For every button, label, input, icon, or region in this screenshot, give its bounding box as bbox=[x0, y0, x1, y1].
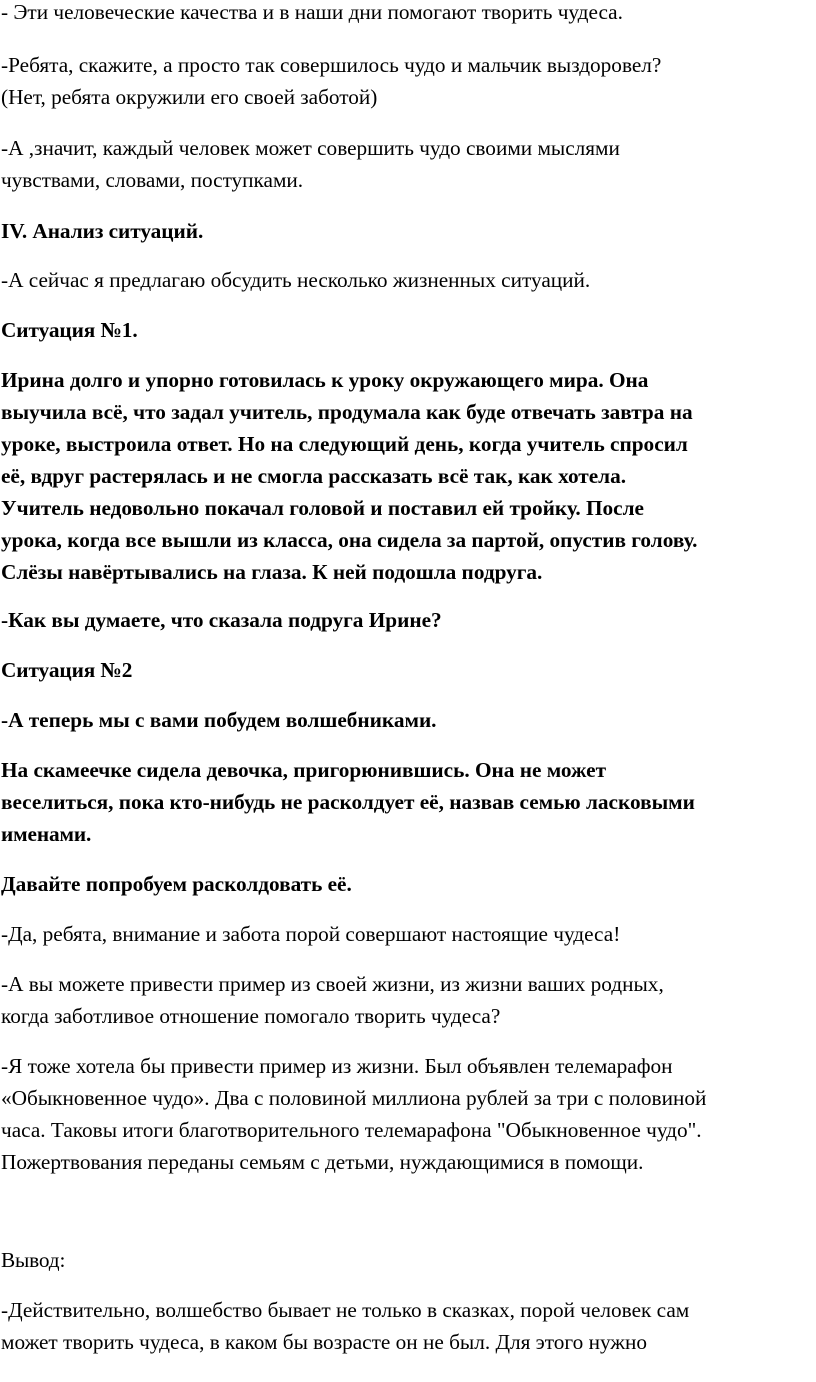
text-line: чувствами, словами, поступками. bbox=[1, 168, 304, 192]
text-line: Учитель недовольно покачал головой и поставил ей тройку. После bbox=[1, 496, 644, 520]
text-line: -Ребята, скажите, а просто так совершилось чудо и мальчик выздоровел? bbox=[1, 53, 662, 77]
paragraph-p11 bbox=[1, 754, 815, 850]
text-line: На скамеечке сидела девочка, пригорюнившись. Она не может bbox=[1, 758, 607, 782]
text-line: может творить чудеса, в каком бы возрасте он не был. Для этого нужно bbox=[1, 1330, 648, 1354]
paragraph-p9 bbox=[1, 654, 815, 686]
text-line: -А ,значит, каждый человек может совершить чудо своими мыслями bbox=[1, 136, 620, 160]
text-line: (Нет, ребята окружили его своей заботой) bbox=[1, 85, 378, 109]
text-line: Пожертвования переданы семьям с детьми, нуждающимися в помощи. bbox=[1, 1150, 644, 1174]
paragraph-p1 bbox=[1, 0, 815, 28]
paragraph-p14 bbox=[1, 968, 815, 1032]
text-line: когда заботливое отношение помогало творить чудеса? bbox=[1, 1004, 501, 1028]
paragraph-p7 bbox=[1, 364, 815, 588]
paragraph-p8 bbox=[1, 604, 815, 636]
paragraph-p4 bbox=[1, 215, 815, 247]
paragraph-p6 bbox=[1, 314, 815, 346]
paragraph-p5 bbox=[1, 264, 815, 296]
text-line: -А теперь мы с вами побудем волшебниками. bbox=[1, 708, 437, 732]
text-line: -Да, ребята, внимание и забота порой совершают настоящие чудеса! bbox=[1, 922, 621, 946]
text-line: IV. Анализ ситуаций. bbox=[1, 219, 204, 243]
text-line: -Как вы думаете, что сказала подруга Ирине? bbox=[1, 608, 442, 632]
text-line: Ситуация №1. bbox=[1, 318, 138, 342]
text-line: Вывод: bbox=[1, 1248, 66, 1272]
paragraph-p15 bbox=[1, 1050, 815, 1178]
text-line: Ситуация №2 bbox=[1, 658, 133, 682]
text-line: -Я тоже хотела бы привести пример из жизни. Был объявлен телемарафон bbox=[1, 1054, 673, 1078]
text-line: Давайте попробуем расколдовать её. bbox=[1, 872, 352, 896]
text-line: её, вдруг растерялась и не смогла рассказать всё так, как хотела. bbox=[1, 464, 627, 488]
text-line: -А сейчас я предлагаю обсудить несколько жизненных ситуаций. bbox=[1, 268, 591, 292]
text-line: выучила всё, что задал учитель, продумала как буде отвечать завтра на bbox=[1, 400, 693, 424]
paragraph-p10 bbox=[1, 704, 815, 736]
paragraph-p3 bbox=[1, 132, 815, 196]
paragraph-p2 bbox=[1, 49, 815, 113]
text-line: - Эти человеческие качества и в наши дни помогают творить чудеса. bbox=[1, 0, 623, 24]
paragraph-p12 bbox=[1, 868, 815, 900]
text-line: «Обыкновенное чудо». Два с половиной миллиона рублей за три с половиной bbox=[1, 1086, 707, 1110]
text-line: -Действительно, волшебство бывает не только в сказках, порой человек сам bbox=[1, 1298, 690, 1322]
text-line: урока, когда все вышли из класса, она сидела за партой, опустив голову. bbox=[1, 528, 698, 552]
paragraph-p13 bbox=[1, 918, 815, 950]
text-line: Слёзы навёртывались на глаза. К ней подошла подруга. bbox=[1, 560, 543, 584]
text-line: именами. bbox=[1, 822, 92, 846]
text-line: Ирина долго и упорно готовилась к уроку окружающего мира. Она bbox=[1, 368, 649, 392]
text-line: веселиться, пока кто-нибудь не расколдует её, назвав семью ласковыми bbox=[1, 790, 695, 814]
paragraph-p17 bbox=[1, 1294, 815, 1358]
text-line: -А вы можете привести пример из своей жизни, из жизни ваших родных, bbox=[1, 972, 664, 996]
text-line: уроке, выстроила ответ. Но на следующий день, когда учитель спросил bbox=[1, 432, 688, 456]
text-line: часа. Таковы итоги благотворительного телемарафона "Обыкновенное чудо". bbox=[1, 1118, 702, 1142]
paragraph-p16 bbox=[1, 1244, 815, 1276]
